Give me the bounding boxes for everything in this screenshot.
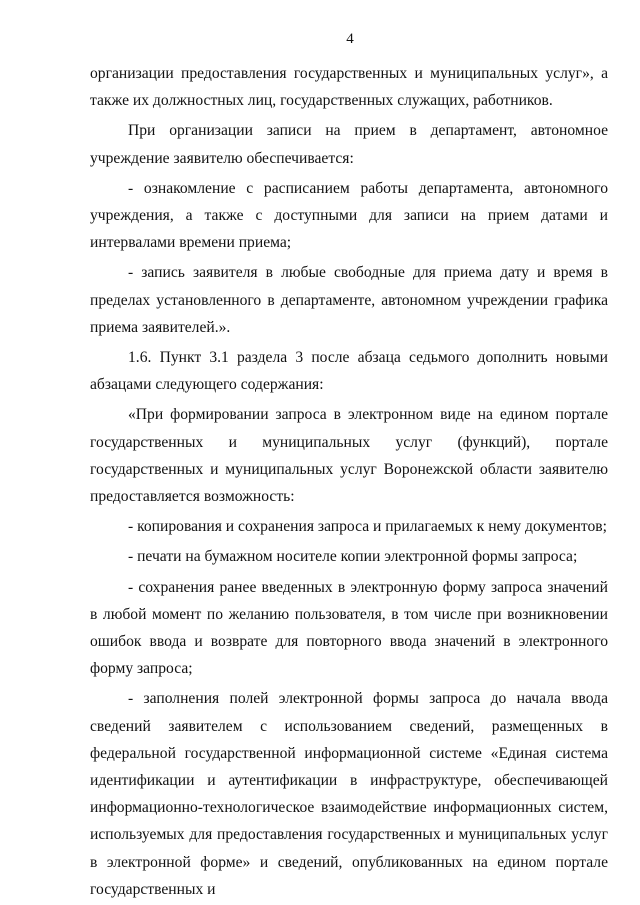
paragraph-appointment-intro: При организации записи на прием в департамент, автономное учреждение заявителю обеспечивается:: [90, 122, 608, 167]
list-item-booking: - запись заявителя в любые свободные для приема дату и время в пределах установленного в департаменте, автономном учреждении графика приема заявителей.».: [90, 264, 608, 336]
list-item-fill: - заполнения полей электронной формы запроса до начала ввода сведений заявителем с использованием сведений, размещенных в федеральной государственной информационной системе «Единая система идентификации и аутентификации в инфраструктуре, обеспечивающей информационно-технологическое взаимодействие информационных систем, используемых для предоставления государственных и муниципальных услуг в электронной форме» и сведений, опубликованных на едином портале государственных и: [90, 690, 608, 898]
page-number: 4: [346, 31, 354, 47]
list-item-copy: - копирования и сохранения запроса и прилагаемых к нему документов;: [128, 518, 607, 536]
list-item-print: - печати на бумажном носителе копии электронной формы запроса;: [128, 548, 578, 566]
paragraph-request-intro: «При формировании запроса в электронном виде на едином портале государственных и муниципальных услуг (функций), портале государственных и муниципальных услуг Воронежской области заявителю предоставляется возможность:: [90, 406, 608, 506]
paragraph-continuation: организации предоставления государственных и муниципальных услуг», а также их должностных лиц, государственных служащих, работников.: [90, 65, 608, 110]
document-body: [90, 60, 608, 903]
list-item-schedule: - ознакомление с расписанием работы департамента, автономного учреждения, а также с доступными для записи на прием датами и интервалами времени приема;: [90, 179, 608, 252]
paragraph-clause-1-6: 1.6. Пункт 3.1 раздела 3 после абзаца седьмого дополнить новыми абзацами следующего содержания:: [90, 349, 608, 394]
list-item-save: - сохранения ранее введенных в электронную форму запроса значений в любой момент по желанию пользователя, в том числе при возникновении ошибок ввода и возврате для повторного ввода значений в электронного форму запроса;: [90, 578, 608, 678]
